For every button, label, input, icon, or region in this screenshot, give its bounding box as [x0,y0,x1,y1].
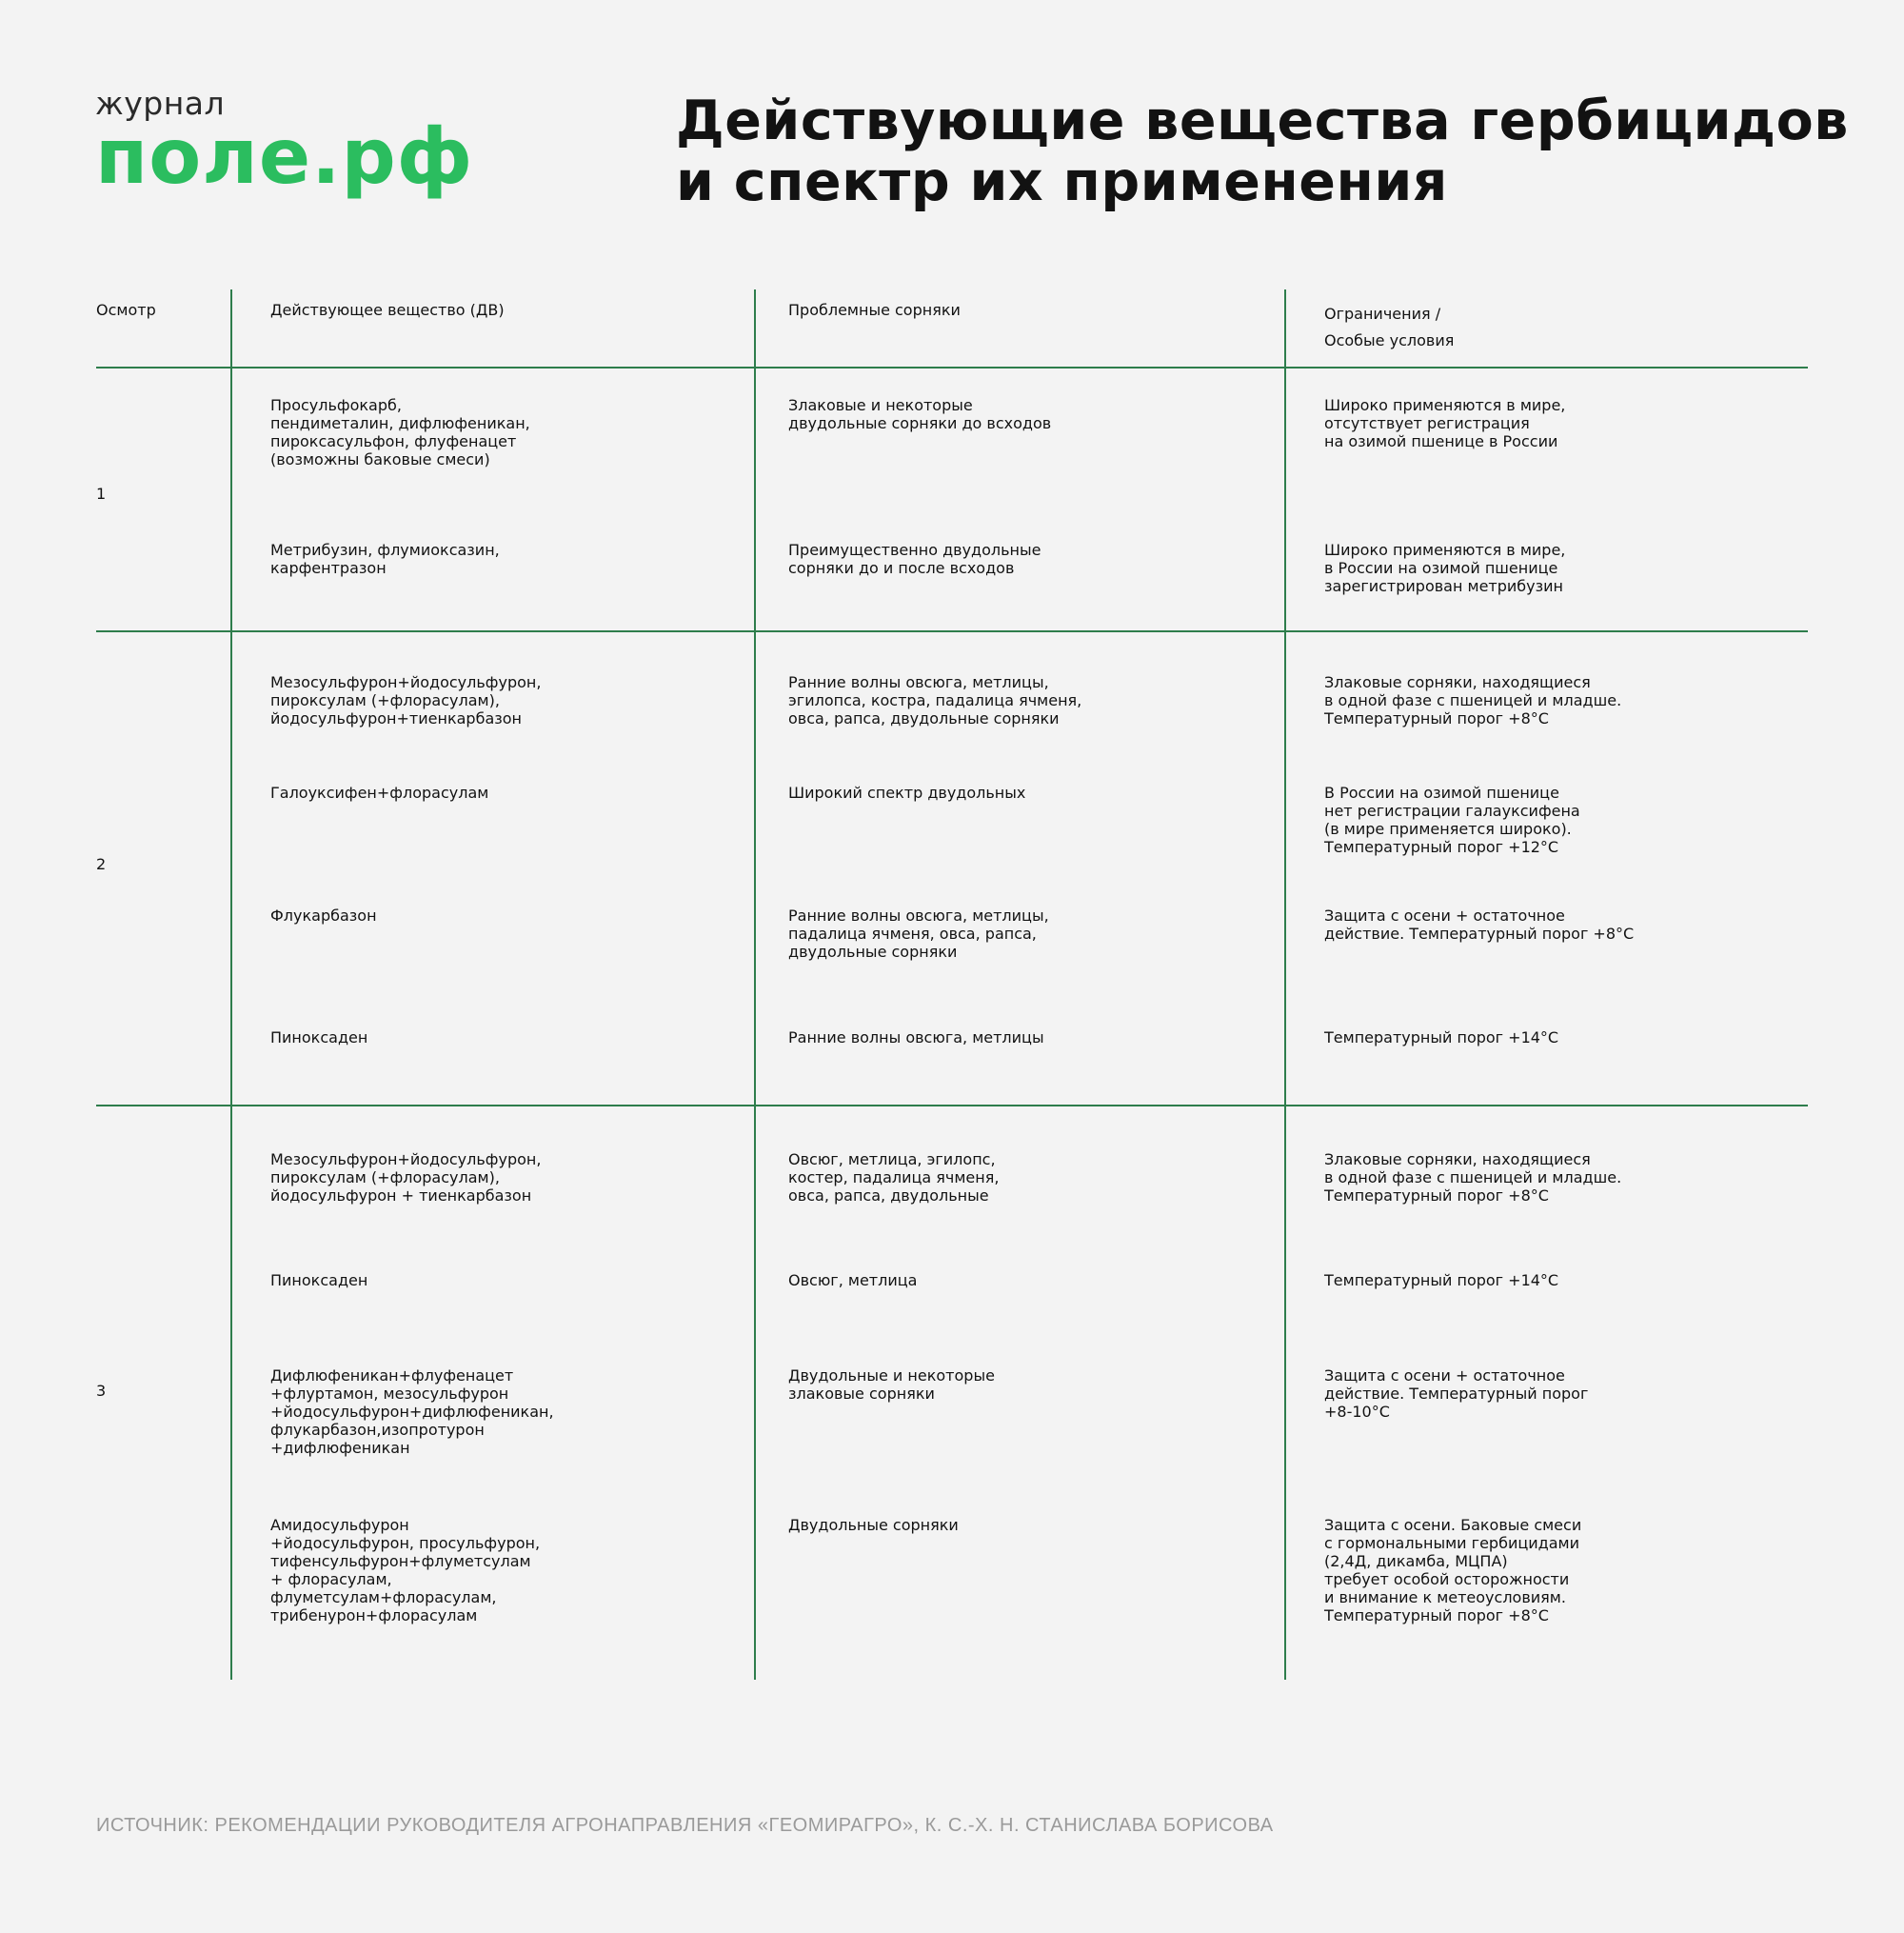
substance-cell: Метрибузин, флумиоксазин, карфентразон [270,541,500,577]
row-divider [96,630,1808,632]
column-divider [754,289,756,1680]
weeds-cell: Двудольные и некоторые злаковые сорняки [788,1366,995,1403]
header-limits: Ограничения / Особые условия [1324,305,1455,349]
substance-cell: Мезосульфурон+йодосульфурон, пироксулам (+флорасулам), йодосульфурон+тиенкарбазон [270,673,542,727]
limits-cell: Злаковые сорняки, находящиеся в одной фазе с пшеницей и младше. Температурный порог +8°С [1324,1150,1622,1205]
limits-cell: Широко применяются в мире, отсутствует регистрация на озимой пшенице в России [1324,396,1566,450]
header-weeds: Проблемные сорняки [788,301,961,319]
limits-cell: Злаковые сорняки, находящиеся в одной фазе с пшеницей и младше. Температурный порог +8°С [1324,673,1622,727]
column-divider [1284,289,1286,1680]
limits-cell: Защита с осени. Баковые смеси с гормональными гербицидами (2,4Д, дикамба, МЦПА) требует особой осторожности и внимание к метеоусловиям. Температурный порог +8°С [1324,1516,1582,1624]
inspection-number: 3 [96,1382,107,1400]
weeds-cell: Ранние волны овсюга, метлицы [788,1028,1044,1046]
logo-small-text: журнал [95,85,226,122]
substance-cell: Пиноксаден [270,1028,368,1046]
logo [95,85,474,201]
weeds-cell: Овсюг, метлица [788,1271,918,1289]
limits-cell: Защита с осени + остаточное действие. Температурный порог +8-10°С [1324,1366,1589,1421]
substance-cell: Флукарбазон [270,907,377,925]
substance-cell: Просульфокарб, пендиметалин, дифлюфеникан, пироксасульфон, флуфенацет (возможны баковые смеси) [270,396,530,468]
weeds-cell: Широкий спектр двудольных [788,784,1026,802]
weeds-cell: Злаковые и некоторые двудольные сорняки до всходов [788,396,1052,432]
column-divider [230,289,232,1680]
inspection-number: 1 [96,485,107,503]
source-footer: ИСТОЧНИК: РЕКОМЕНДАЦИИ РУКОВОДИТЕЛЯ АГРОНАПРАВЛЕНИЯ «ГЕОМИРАГРО», К. С.-Х. Н. СТАНИСЛАВА БОРИСОВА [96,1815,1274,1836]
row-divider [96,1105,1808,1106]
logo-big-text: поле.рф [95,112,474,201]
limits-cell: Температурный порог +14°С [1324,1271,1559,1289]
substance-cell: Галоуксифен+флорасулам [270,784,489,802]
substance-cell: Мезосульфурон+йодосульфурон, пироксулам (+флорасулам), йодосульфурон + тиенкарбазон [270,1150,542,1205]
limits-cell: В России на озимой пшенице нет регистрации галауксифена (в мире применяется широко). Температурный порог +12°С [1324,784,1580,856]
weeds-cell: Ранние волны овсюга, метлицы, падалица ячменя, овса, рапса, двудольные сорняки [788,907,1049,961]
row-divider [96,367,1808,369]
page-title: Действующие вещества гербицидов и спектр их применения [676,90,1849,213]
weeds-cell: Преимущественно двудольные сорняки до и после всходов [788,541,1041,577]
substance-cell: Амидосульфурон +йодосульфурон, просульфурон, тифенсульфурон+флуметсулам + флорасулам, флуметсулам+флорасулам, трибенурон+флорасулам [270,1516,541,1624]
weeds-cell: Овсюг, метлица, эгилопс, костер, падалица ячменя, овса, рапса, двудольные [788,1150,1000,1205]
limits-cell: Широко применяются в мире, в России на озимой пшенице зарегистрирован метрибузин [1324,541,1566,595]
limits-cell: Температурный порог +14°С [1324,1028,1559,1046]
limits-cell: Защита с осени + остаточное действие. Температурный порог +8°С [1324,907,1635,943]
weeds-cell: Ранние волны овсюга, метлицы, эгилопса, костра, падалица ячменя, овса, рапса, двудольные сорняки [788,673,1082,727]
header-inspection: Осмотр [96,301,156,319]
substance-cell: Пиноксаден [270,1271,368,1289]
substance-cell: Дифлюфеникан+флуфенацет +флуртамон, мезосульфурон +йодосульфурон+дифлюфеникан, флукарбазон,изопротурон +дифлюфеникан [270,1366,554,1457]
header-substance: Действующее вещество (ДВ) [270,301,505,319]
inspection-number: 2 [96,855,107,873]
weeds-cell: Двудольные сорняки [788,1516,959,1534]
